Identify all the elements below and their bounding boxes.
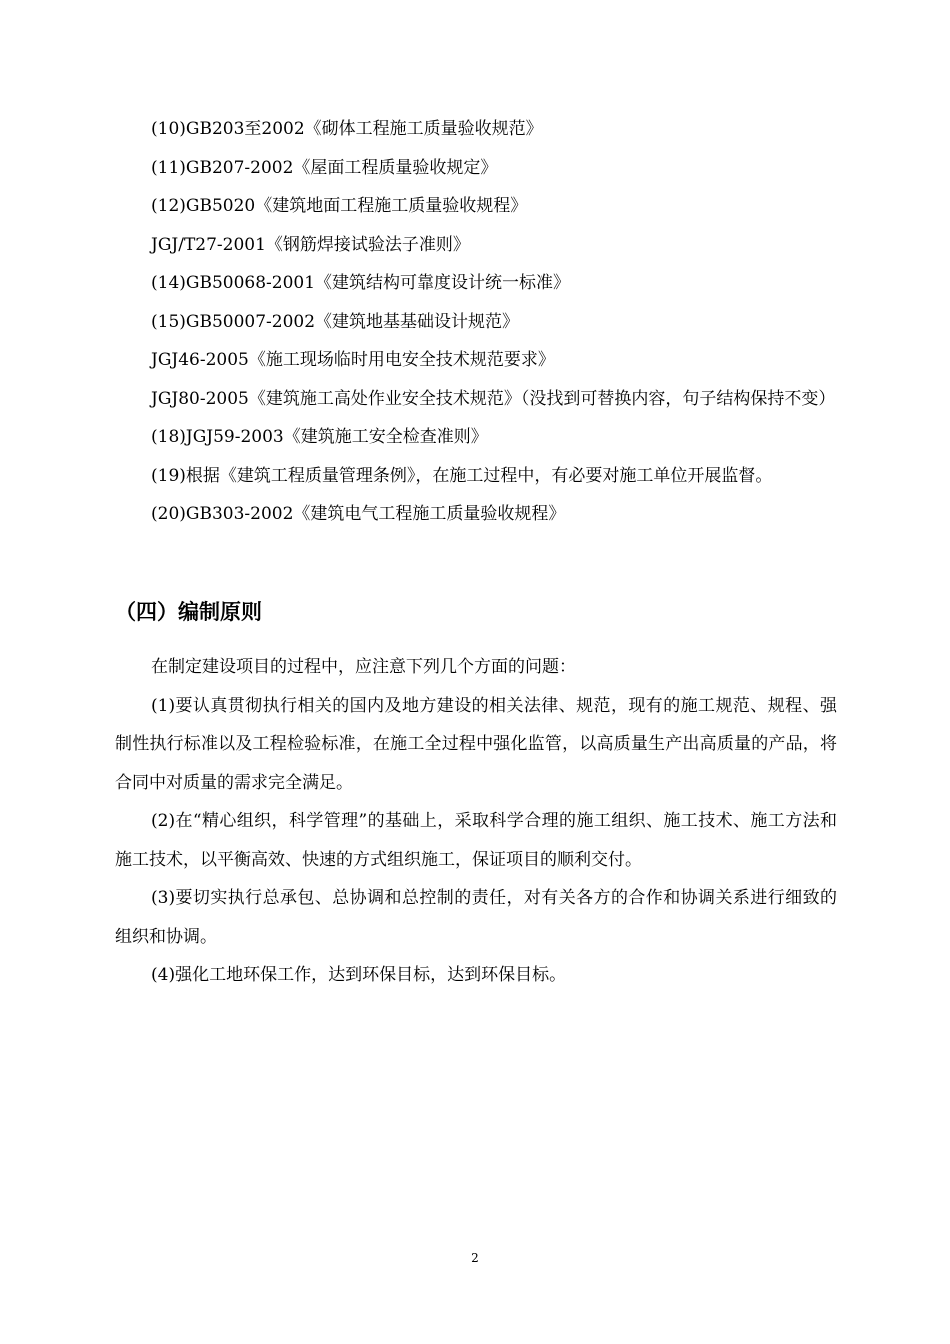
section-heading: （四）编制原则 xyxy=(115,600,262,624)
reference-item: (11)GB207-2002《屋面工程质量验收规定》 xyxy=(151,157,498,178)
paragraph-intro: 在制定建设项目的过程中，应注意下列几个方面的问题： xyxy=(151,657,576,677)
reference-item: (15)GB50007-2002《建筑地基基础设计规范》 xyxy=(151,311,520,332)
paragraph-item-3: (3)要切实执行总承包、总协调和总控制的责任，对有关各方的合作和协调关系进行细致的组织和协调。 xyxy=(115,888,837,947)
section-body xyxy=(115,648,837,995)
page-number: 2 xyxy=(471,1251,479,1265)
paragraph-item-1: (1)要认真贯彻执行相关的国内及地方建设的相关法律、规范，现有的施工规范、规程、强制性执行标准以及工程检验标准，在施工全过程中强化监管，以高质量生产出高质量的产品，将合同中对质量的需求完全满足。 xyxy=(115,695,837,793)
paragraph-item-4: (4)强化工地环保工作，达到环保目标，达到环保目标。 xyxy=(151,965,567,985)
reference-item: (19)根据《建筑工程质量管理条例》，在施工过程中，有必要对施工单位开展监督。 xyxy=(151,465,773,486)
reference-item: JGJ/T27-2001《钢筋焊接试验法子准则》 xyxy=(151,234,470,255)
reference-list xyxy=(115,110,855,534)
reference-item: (14)GB50068-2001《建筑结构可靠度设计统一标准》 xyxy=(151,273,571,293)
reference-item: (18)JGJ59-2003《建筑施工安全检查准则》 xyxy=(151,427,488,447)
paragraph-item-2: (2)在“精心组织，科学管理”的基础上，采取科学合理的施工组织、施工技术、施工方法和施工技术，以平衡高效、快速的方式组织施工，保证项目的顺利交付。 xyxy=(115,811,837,870)
reference-item: JGJ46-2005《施工现场临时用电安全技术规范要求》 xyxy=(151,350,555,370)
reference-item: (10)GB203至2002《砌体工程施工质量验收规范》 xyxy=(151,119,543,139)
reference-item: JGJ80-2005《建筑施工高处作业安全技术规范》（没找到可替换内容，句子结构保持不变） xyxy=(151,388,836,409)
reference-item: (20)GB303-2002《建筑电气工程施工质量验收规程》 xyxy=(151,504,566,524)
reference-item: (12)GB5020《建筑地面工程施工质量验收规程》 xyxy=(151,196,528,216)
